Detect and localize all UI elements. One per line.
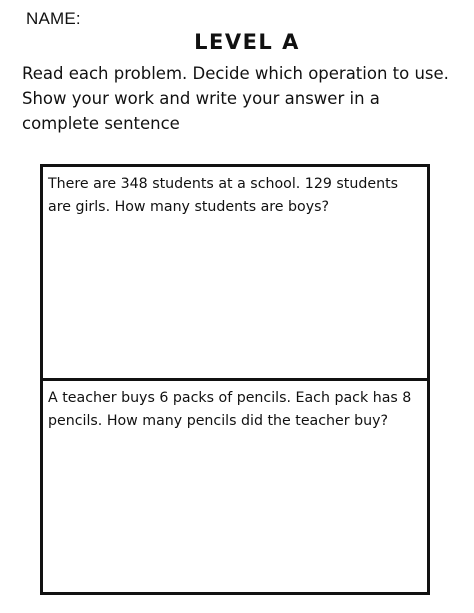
name-label: NAME: xyxy=(26,9,81,28)
problem-box-1[interactable] xyxy=(40,164,430,381)
problem-box-2[interactable] xyxy=(40,378,430,595)
level-title: LEVEL A xyxy=(194,30,300,54)
instructions-text: Read each problem. Decide which operation to use. Show your work and write your answer in a complete sentence xyxy=(22,64,449,133)
problem-2-text: A teacher buys 6 packs of pencils. Each pack has 8 pencils. How many pencils did the teacher buy? xyxy=(48,390,412,429)
problem-1-text: There are 348 students at a school. 129 students are girls. How many students are boys? xyxy=(48,176,399,215)
